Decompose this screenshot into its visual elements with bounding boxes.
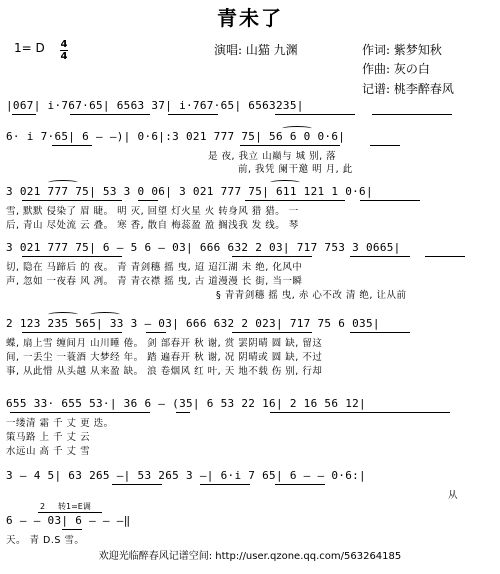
lyric-line-6-verse2: 策马路 上 千 丈 云 [6, 432, 91, 443]
lyric-line-2-verse1: 是 夜, 我立 山巅与 城 别, 落 [208, 151, 337, 162]
lyricist-credit: 作词: 紫梦知秋 [362, 43, 442, 57]
notation-line-3: 3 021 777 75| 53 3 0 06| 3 021 777 75| 611 121 1 0·6| [6, 185, 373, 198]
lyric-line-6-verse3: 水远山 高 千 丈 雪 [6, 446, 91, 457]
lyric-line-3-verse1: 雪, 默默 侵染了 眉 睫。 明 灭, 回望 灯火星 火 转身风 猎 猎。 一 [6, 206, 299, 217]
lyric-line-4-verse1: 切, 隐在 马蹄后 的 夜。 青 青剑穗 摇 曳, 迢 迢江湖 未 绝, 化风中 [6, 262, 303, 273]
lyric-line-4-verse2: 声, 忽如 一夜春 风 冽。 青 青衣襟 摇 曳, 古 道漫漫 长 街, 当一瞬 [6, 276, 303, 287]
lyric-line-5-verse1: 蝶, 扇上雪 缠间月 山川睡 倦。 剑 部春开 秋 谢, 赏 罢阴晴 圆 缺, 留这 [6, 338, 323, 349]
notation-line-2: 6· i 7·65| 6 — —)| 0·6|:3 021 777 75| 56 6 0 0·6| [6, 130, 346, 143]
composer-credit: 作曲: 灰の白 [362, 62, 430, 76]
time-signature [60, 40, 68, 61]
lyric-line-5-verse2: 间, 一丢尘 一蓑酒 大梦经 年。 踏 遍春开 秋 谢, 况 阴晴或 圆 缺, 不过 [6, 352, 323, 363]
volta-number: 2 [40, 502, 46, 511]
lyric-line-8-verse1: 天。 青 D.S 雪。 [6, 535, 85, 546]
notation-line-5: 2 123 235 565| 33 3 — 03| 666 632 2 023| 717 75 6 035| [6, 317, 380, 330]
notation-line-1: |067| i·767·65| 6563 37| i·767·65| 6563235| [6, 99, 304, 112]
key-signature: 1= D [14, 41, 45, 55]
singers-credit: 演唱: 山猫 九渊 [214, 43, 298, 57]
lyric-line-6-verse1: 一缕清 霜 千 丈 更 迭。 [6, 418, 114, 429]
time-sig-top: 4 [60, 39, 68, 50]
song-title: 青未了 [217, 6, 283, 30]
notation-line-7: 3 — 4 5| 63 265 —| 53 265 3 —| 6·i 7 65| 6 — — 0·6:| [6, 469, 366, 482]
lyric-line-5-verse3: 事, 从此惜 从头越 从来盈 缺。 浪 卷烟风 红 叶, 天 地不载 伤 别, 行却 [6, 366, 323, 377]
lyric-line-2-verse2: 前, 我凭 阑干邀 明 月, 此 [238, 164, 353, 175]
page-footer: 欢迎光临醉春风记谱空间: http://user.qzone.qq.com/563264185 [98, 551, 402, 562]
transcriber-credit: 记谱: 桃李醉春风 [362, 82, 454, 96]
notation-line-8: 6 — — 03| 6 — — —‖ [6, 514, 131, 527]
modulation-mark: 转1=E调 [58, 502, 91, 511]
lyric-line-7-verse1: 从 [448, 490, 459, 501]
notation-line-4: 3 021 777 75| 6 — 5 6 — 03| 666 632 2 03| 717 753 3 0665| [6, 241, 401, 254]
lyric-line-4-verse3: § 青青剑穗 摇 曳, 赤 心不改 清 绝, 让从前 [216, 290, 407, 301]
notation-line-6: 655 33· 655 53·| 36 6 — (35| 6 53 22 16| 2 16 56 12| [6, 397, 366, 410]
lyric-line-3-verse2: 后, 青山 尽处流 云 叠。 寒 香, 散自 梅蕊盈 盈 搁浅我 发 线。 琴 [6, 220, 299, 231]
time-sig-bottom: 4 [60, 51, 68, 62]
